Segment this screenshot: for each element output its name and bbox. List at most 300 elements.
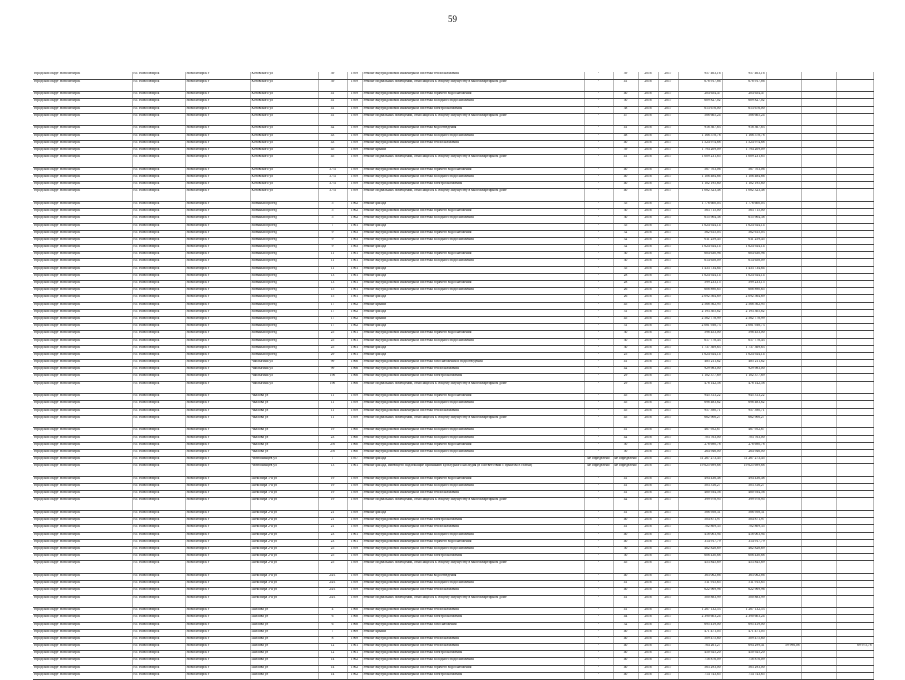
cell-work-type: Ремонт внутридомовой инженерной системы электроснабжения — [362, 518, 584, 525]
cell-fund-cost: 2 562 778,99 — [722, 316, 766, 323]
cell-other-cost — [801, 148, 836, 155]
cell-unit: - — [584, 636, 613, 643]
cell-end-year: 2017 — [658, 457, 678, 464]
cell-start-year: 2016 — [638, 539, 658, 546]
cell-start-year: 2016 — [638, 672, 658, 679]
cell-year-built: 1959 — [347, 498, 362, 511]
cell-total-cost: 2 092 564,69 — [678, 295, 722, 302]
cell-other-cost — [801, 201, 836, 208]
cell-settlement: г.о. Новосибирск — [132, 665, 185, 672]
cell-municipality: городской округ Новосибирск — [33, 295, 132, 302]
cell-year-built: 1961 — [347, 345, 362, 352]
cell-settlement: г.о. Новосибирск — [132, 561, 185, 574]
cell-locality: Новосибирск г — [185, 518, 250, 525]
cell-owner-cost — [836, 442, 873, 449]
cell-end-year: 2017 — [658, 554, 678, 561]
cell-house-number: 14 — [318, 672, 347, 679]
cell-house-number: 45 — [318, 155, 347, 168]
cell-total-cost: 467 952,67 — [678, 428, 722, 435]
cell-budget-cost — [766, 381, 801, 394]
cell-start-year: 2016 — [638, 360, 658, 367]
cell-start-year: 2016 — [638, 588, 658, 595]
cell-municipality: городской округ Новосибирск — [33, 133, 132, 140]
cell-other-cost — [801, 230, 836, 237]
cell-owner-cost — [836, 167, 873, 174]
cell-owner-cost — [836, 252, 873, 259]
cell-term-years: 50 — [613, 554, 638, 561]
cell-year-built: 1961 — [347, 223, 362, 230]
cell-work-type: Ремонт подвальных помещений, относящихся к общему имуществу в многоквартирном доме — [362, 189, 584, 202]
cell-work-type: Ремонт фасада — [362, 273, 584, 280]
cell-unit: - — [584, 554, 613, 561]
cell-owner-cost — [836, 209, 873, 216]
cell-municipality: городской округ Новосибирск — [33, 273, 132, 280]
cell-municipality: городской округ Новосибирск — [33, 484, 132, 491]
cell-term-years: 25 — [613, 352, 638, 359]
cell-year-built: 1961 — [347, 644, 362, 651]
cell-unit: - — [584, 532, 613, 539]
cell-other-cost — [801, 140, 836, 147]
cell-term-years: 44 — [613, 615, 638, 622]
cell-other-cost — [801, 554, 836, 561]
cell-unit: - — [584, 525, 613, 532]
cell-budget-cost — [766, 464, 801, 477]
cell-term-years: 30 — [613, 209, 638, 216]
cell-other-cost — [801, 511, 836, 518]
cell-total-cost: 278 690,78 — [678, 442, 722, 449]
cell-street: Военный проезд — [250, 201, 318, 208]
cell-locality: Новосибирск г — [185, 442, 250, 449]
cell-total-cost: 264 946,00 — [678, 449, 722, 456]
cell-work-type: Ремонт внутридомовой инженерной системы теплоснабжения — [362, 636, 584, 643]
cell-house-number: 41 — [318, 106, 347, 113]
cell-owner-cost — [836, 230, 873, 237]
cell-street: Военный проезд — [250, 252, 318, 259]
cell-street: Шилова ул — [250, 629, 318, 636]
cell-budget-cost — [766, 672, 801, 679]
cell-end-year: 2017 — [658, 216, 678, 223]
cell-street: Военный проезд — [250, 309, 318, 316]
cell-settlement: г.о. Новосибирск — [132, 126, 185, 133]
cell-work-type: Ремонт фасада — [362, 245, 584, 252]
cell-fund-cost: 19 625 699,68 — [722, 464, 766, 477]
cell-street: Челюскинцев ул — [250, 457, 318, 464]
cell-total-cost: 1 624 924,14 — [678, 352, 722, 359]
cell-term-years: 39 — [613, 148, 638, 155]
cell-fund-cost: 363 062,86 — [722, 573, 766, 580]
cell-term-years: 30 — [613, 259, 638, 266]
cell-start-year: 2016 — [638, 615, 658, 622]
cell-unit: - — [584, 442, 613, 449]
cell-year-built: 1963 — [347, 237, 362, 244]
cell-start-year: 2016 — [638, 189, 658, 202]
cell-budget-cost — [766, 394, 801, 401]
cell-house-number: 37/4 — [318, 174, 347, 181]
cell-locality: Новосибирск г — [185, 615, 250, 622]
cell-street: Котовского ул — [250, 106, 318, 113]
cell-year-built: 1960 — [347, 435, 362, 442]
cell-year-built: 1959 — [347, 491, 362, 498]
cell-end-year: 2017 — [658, 273, 678, 280]
cell-other-cost — [801, 408, 836, 415]
cell-year-built: 1962 — [347, 216, 362, 223]
cell-fund-cost: 418 003,94 — [722, 532, 766, 539]
cell-unit: - — [584, 374, 613, 381]
cell-start-year: 2016 — [638, 415, 658, 428]
cell-year-built: 1959 — [347, 133, 362, 140]
cell-term-years: 41 — [613, 360, 638, 367]
cell-budget-cost — [766, 92, 801, 99]
cell-work-type: Ремонт внутридомовой инженерной системы холодного водоснабжения — [362, 259, 584, 266]
cell-house-number: 15 — [318, 295, 347, 302]
cell-municipality: городской округ Новосибирск — [33, 581, 132, 588]
cell-total-cost: 1 624 924,14 — [678, 223, 722, 230]
cell-budget-cost — [766, 547, 801, 554]
cell-locality: Новосибирск г — [185, 338, 250, 345]
cell-street: Котовского ул — [250, 79, 318, 92]
cell-fund-cost: 1 102 377,69 — [722, 374, 766, 381]
table-row — [33, 174, 873, 181]
cell-budget-cost — [766, 629, 801, 636]
cell-house-number: 39 — [318, 72, 347, 79]
cell-work-type: Ремонт внутридомовой инженерной системы электроснабжения — [362, 374, 584, 381]
cell-owner-cost — [836, 651, 873, 658]
cell-owner-cost — [836, 360, 873, 367]
cell-house-number: 5 — [318, 216, 347, 223]
cell-budget-cost — [766, 189, 801, 202]
cell-municipality: городской округ Новосибирск — [33, 167, 132, 174]
cell-other-cost — [801, 561, 836, 574]
cell-work-type: Ремонт внутридомовой инженерной системы горячего водоснабжения — [362, 167, 584, 174]
cell-other-cost — [801, 167, 836, 174]
cell-owner-cost — [836, 273, 873, 280]
cell-work-type: Ремонт внутридомовой инженерной системы горячего водоснабжения — [362, 92, 584, 99]
cell-work-type: Ремонт внутридомовой инженерной системы холодного водоснабжения — [362, 216, 584, 223]
cell-street: Шекспира 3-я ул — [250, 595, 318, 608]
cell-settlement: г.о. Новосибирск — [132, 288, 185, 295]
cell-locality: Новосибирск г — [185, 266, 250, 273]
cell-fund-cost: 608 890,65 — [722, 288, 766, 295]
cell-locality: Новосибирск г — [185, 79, 250, 92]
cell-term-years: 41 — [613, 476, 638, 483]
cell-end-year: 2017 — [658, 484, 678, 491]
table-row — [33, 525, 873, 532]
cell-year-built: 1968 — [347, 608, 362, 615]
cell-owner-cost — [836, 554, 873, 561]
cell-total-cost: 617 778,43 — [678, 338, 722, 345]
cell-municipality: городской округ Новосибирск — [33, 415, 132, 428]
cell-term-years: 31 — [613, 324, 638, 331]
cell-total-cost: 764 261,27 — [678, 644, 722, 651]
table-row — [33, 408, 873, 415]
cell-street: Чкалова ул — [250, 449, 318, 456]
cell-street: Военный проезд — [250, 324, 318, 331]
cell-term-years: 45 — [613, 561, 638, 574]
cell-fund-cost: 563 715,00 — [722, 209, 766, 216]
cell-work-type: Ремонт фасада — [362, 352, 584, 359]
cell-owner-cost — [836, 588, 873, 595]
cell-unit: - — [584, 174, 613, 181]
cell-municipality: городской округ Новосибирск — [33, 464, 132, 477]
cell-work-type: Ремонт внутридомовой инженерной системы холодного водоснабжения — [362, 99, 584, 106]
cell-term-years: 29 — [613, 374, 638, 381]
cell-fund-cost: 617 778,43 — [722, 338, 766, 345]
cell-municipality: городской округ Новосибирск — [33, 374, 132, 381]
cell-municipality: городской округ Новосибирск — [33, 223, 132, 230]
cell-other-cost — [801, 113, 836, 126]
cell-municipality: городской округ Новосибирск — [33, 525, 132, 532]
cell-fund-cost: 399 978,95 — [722, 498, 766, 511]
cell-total-cost: 2 193 305,82 — [678, 309, 722, 316]
cell-start-year: 2016 — [638, 324, 658, 331]
cell-owner-cost — [836, 237, 873, 244]
cell-end-year: 2017 — [658, 532, 678, 539]
cell-unit: - — [584, 588, 613, 595]
cell-total-cost: 614 658,09 — [678, 259, 722, 266]
cell-year-built: 1962 — [347, 201, 362, 208]
cell-unit: - — [584, 338, 613, 345]
cell-end-year: 2017 — [658, 518, 678, 525]
cell-settlement: г.о. Новосибирск — [132, 230, 185, 237]
cell-end-year: 2017 — [658, 126, 678, 133]
cell-unit: - — [584, 449, 613, 456]
cell-end-year: 2017 — [658, 309, 678, 316]
cell-total-cost: 563 715,00 — [678, 209, 722, 216]
cell-other-cost — [801, 281, 836, 288]
cell-house-number: 13 — [318, 464, 347, 477]
cell-budget-cost — [766, 79, 801, 92]
cell-municipality: городской округ Новосибирск — [33, 352, 132, 359]
cell-locality: Новосибирск г — [185, 352, 250, 359]
cell-total-cost: 418 003,94 — [678, 532, 722, 539]
cell-unit: - — [584, 201, 613, 208]
cell-fund-cost: 1 267 132,53 — [722, 608, 766, 615]
cell-year-built: 1959 — [347, 561, 362, 574]
cell-locality: Новосибирск г — [185, 608, 250, 615]
cell-budget-cost — [766, 167, 801, 174]
cell-end-year: 2017 — [658, 72, 678, 79]
cell-settlement: г.о. Новосибирск — [132, 374, 185, 381]
cell-term-years: 26 — [613, 288, 638, 295]
cell-start-year: 2016 — [638, 498, 658, 511]
cell-other-cost — [801, 672, 836, 679]
cell-fund-cost: 615 904,38 — [722, 216, 766, 223]
cell-unit: - — [584, 615, 613, 622]
cell-house-number: 25 — [318, 338, 347, 345]
cell-term-years: 30 — [613, 338, 638, 345]
cell-total-cost: 604 630,96 — [678, 252, 722, 259]
cell-start-year: 2016 — [638, 374, 658, 381]
cell-municipality: городской округ Новосибирск — [33, 92, 132, 99]
cell-owner-cost — [836, 401, 873, 408]
cell-start-year: 2016 — [638, 636, 658, 643]
cell-budget-cost — [766, 525, 801, 532]
table-row — [33, 230, 873, 237]
cell-term-years: 32 — [613, 245, 638, 252]
cell-end-year: 2017 — [658, 636, 678, 643]
cell-house-number: 17 — [318, 324, 347, 331]
cell-term-years: 30 — [613, 252, 638, 259]
cell-owner-cost — [836, 155, 873, 168]
cell-term-years: 31 — [613, 309, 638, 316]
cell-year-built: 1962 — [347, 209, 362, 216]
cell-municipality: городской округ Новосибирск — [33, 608, 132, 615]
cell-municipality: городской округ Новосибирск — [33, 252, 132, 259]
cell-municipality: городской округ Новосибирск — [33, 442, 132, 449]
cell-end-year: 2017 — [658, 324, 678, 331]
cell-owner-cost — [836, 140, 873, 147]
table-row — [33, 547, 873, 554]
cell-unit: - — [584, 92, 613, 99]
cell-work-type: Ремонт внутридомовой инженерной системы горячего водоснабжения — [362, 209, 584, 216]
cell-unit: - — [584, 644, 613, 651]
cell-settlement: г.о. Новосибирск — [132, 539, 185, 546]
cell-owner-cost — [836, 608, 873, 615]
cell-locality: Новосибирск г — [185, 174, 250, 181]
cell-budget-cost — [766, 133, 801, 140]
table-row — [33, 588, 873, 595]
cell-end-year: 2017 — [658, 588, 678, 595]
cell-budget-cost — [766, 573, 801, 580]
cell-fund-cost: 718 876,09 — [722, 658, 766, 665]
cell-start-year: 2016 — [638, 140, 658, 147]
cell-year-built: 1959 — [347, 525, 362, 532]
cell-unit: - — [584, 133, 613, 140]
cell-owner-cost — [836, 201, 873, 208]
cell-term-years: 45 — [613, 408, 638, 415]
cell-fund-cost: 1 794 209,09 — [722, 148, 766, 155]
cell-house-number: 19 — [318, 428, 347, 435]
cell-street: Шекспира 3-я ул — [250, 588, 318, 595]
cell-other-cost — [801, 209, 836, 216]
cell-settlement: г.о. Новосибирск — [132, 511, 185, 518]
cell-locality: Новосибирск г — [185, 457, 250, 464]
cell-work-type: Ремонт внутридомовой инженерной системы холодного водоснабжения — [362, 288, 584, 295]
cell-settlement: г.о. Новосибирск — [132, 532, 185, 539]
cell-municipality: городской округ Новосибирск — [33, 595, 132, 608]
cell-end-year: 2017 — [658, 511, 678, 518]
cell-street: Военный проезд — [250, 302, 318, 309]
cell-year-built: 1961 — [347, 331, 362, 338]
cell-street: Чаплыгина ул — [250, 360, 318, 367]
cell-house-number: 37/4 — [318, 182, 347, 189]
cell-settlement: г.о. Новосибирск — [132, 302, 185, 309]
cell-street: Чкалова ул — [250, 442, 318, 449]
cell-other-cost — [801, 394, 836, 401]
cell-street: Военный проезд — [250, 288, 318, 295]
cell-owner-cost — [836, 415, 873, 428]
cell-street: Котовского ул — [250, 133, 318, 140]
cell-other-cost — [801, 476, 836, 483]
table-row — [33, 367, 873, 374]
cell-unit: - — [584, 99, 613, 106]
cell-street: Шилова ул — [250, 658, 318, 665]
cell-term-years: 30 — [613, 216, 638, 223]
cell-fund-cost: 599 233,15 — [722, 281, 766, 288]
cell-locality: Новосибирск г — [185, 435, 250, 442]
cell-street: Котовского ул — [250, 148, 318, 155]
cell-street: Котовского ул — [250, 140, 318, 147]
cell-term-years: 42 — [613, 367, 638, 374]
cell-start-year: 2016 — [638, 547, 658, 554]
cell-start-year: 2016 — [638, 394, 658, 401]
cell-end-year: 2017 — [658, 581, 678, 588]
cell-budget-cost — [766, 622, 801, 629]
cell-municipality: городской округ Новосибирск — [33, 547, 132, 554]
cell-total-cost: 609 827,02 — [678, 99, 722, 106]
cell-owner-cost — [836, 484, 873, 491]
cell-end-year: 2017 — [658, 539, 678, 546]
cell-street: Шекспира 2-я ул — [250, 525, 318, 532]
cell-total-cost: 957 463,16 — [678, 72, 722, 79]
cell-owner-cost — [836, 532, 873, 539]
cell-other-cost — [801, 367, 836, 374]
cell-house-number: 24/1 — [318, 588, 347, 595]
cell-settlement: г.о. Новосибирск — [132, 216, 185, 223]
cell-owner-cost — [836, 223, 873, 230]
table-row — [33, 148, 873, 155]
cell-municipality: городской округ Новосибирск — [33, 615, 132, 622]
cell-owner-cost — [836, 113, 873, 126]
cell-settlement: г.о. Новосибирск — [132, 148, 185, 155]
cell-settlement: г.о. Новосибирск — [132, 547, 185, 554]
cell-fund-cost: 480 934,56 — [722, 491, 766, 498]
cell-work-type: Ремонт фасада — [362, 223, 584, 230]
cell-budget-cost — [766, 252, 801, 259]
cell-settlement: г.о. Новосибирск — [132, 245, 185, 252]
cell-other-cost — [801, 273, 836, 280]
table-row — [33, 288, 873, 295]
cell-settlement: г.о. Новосибирск — [132, 629, 185, 636]
cell-locality: Новосибирск г — [185, 588, 250, 595]
table-row — [33, 511, 873, 518]
cell-locality: Новосибирск г — [185, 92, 250, 99]
cell-unit: - — [584, 245, 613, 252]
cell-house-number: 21 — [318, 525, 347, 532]
cell-start-year: 2016 — [638, 457, 658, 464]
cell-start-year: 2016 — [638, 133, 658, 140]
cell-street: Шекспира 1-я ул — [250, 491, 318, 498]
cell-owner-cost — [836, 573, 873, 580]
cell-fund-cost: 606 430,68 — [722, 554, 766, 561]
cell-term-years: 39 — [613, 72, 638, 79]
cell-municipality: городской округ Новосибирск — [33, 106, 132, 113]
cell-municipality: городской округ Новосибирск — [33, 189, 132, 202]
cell-settlement: г.о. Новосибирск — [132, 237, 185, 244]
cell-locality: Новосибирск г — [185, 273, 250, 280]
table-row — [33, 338, 873, 345]
cell-locality: Новосибирск г — [185, 189, 250, 202]
cell-street: Чаплыгина ул — [250, 381, 318, 394]
cell-owner-cost — [836, 498, 873, 511]
cell-start-year: 2016 — [638, 367, 658, 374]
cell-municipality: городской округ Новосибирск — [33, 408, 132, 415]
cell-house-number: 9 — [318, 245, 347, 252]
cell-unit: - — [584, 148, 613, 155]
cell-total-cost: 718 876,09 — [678, 658, 722, 665]
cell-year-built: 1963 — [347, 230, 362, 237]
cell-work-type: Ремонт внутридомовой инженерной системы горячего водоснабжения — [362, 442, 584, 449]
cell-owner-cost — [836, 457, 873, 464]
cell-budget-cost — [766, 511, 801, 518]
cell-total-cost: 462 828,69 — [678, 547, 722, 554]
cell-year-built: 1960 — [347, 428, 362, 435]
cell-term-years: 48 — [613, 133, 638, 140]
cell-municipality: городской округ Новосибирск — [33, 113, 132, 126]
cell-owner-cost — [836, 381, 873, 394]
cell-house-number: 14 — [318, 665, 347, 672]
page-number: 59 — [448, 14, 457, 24]
